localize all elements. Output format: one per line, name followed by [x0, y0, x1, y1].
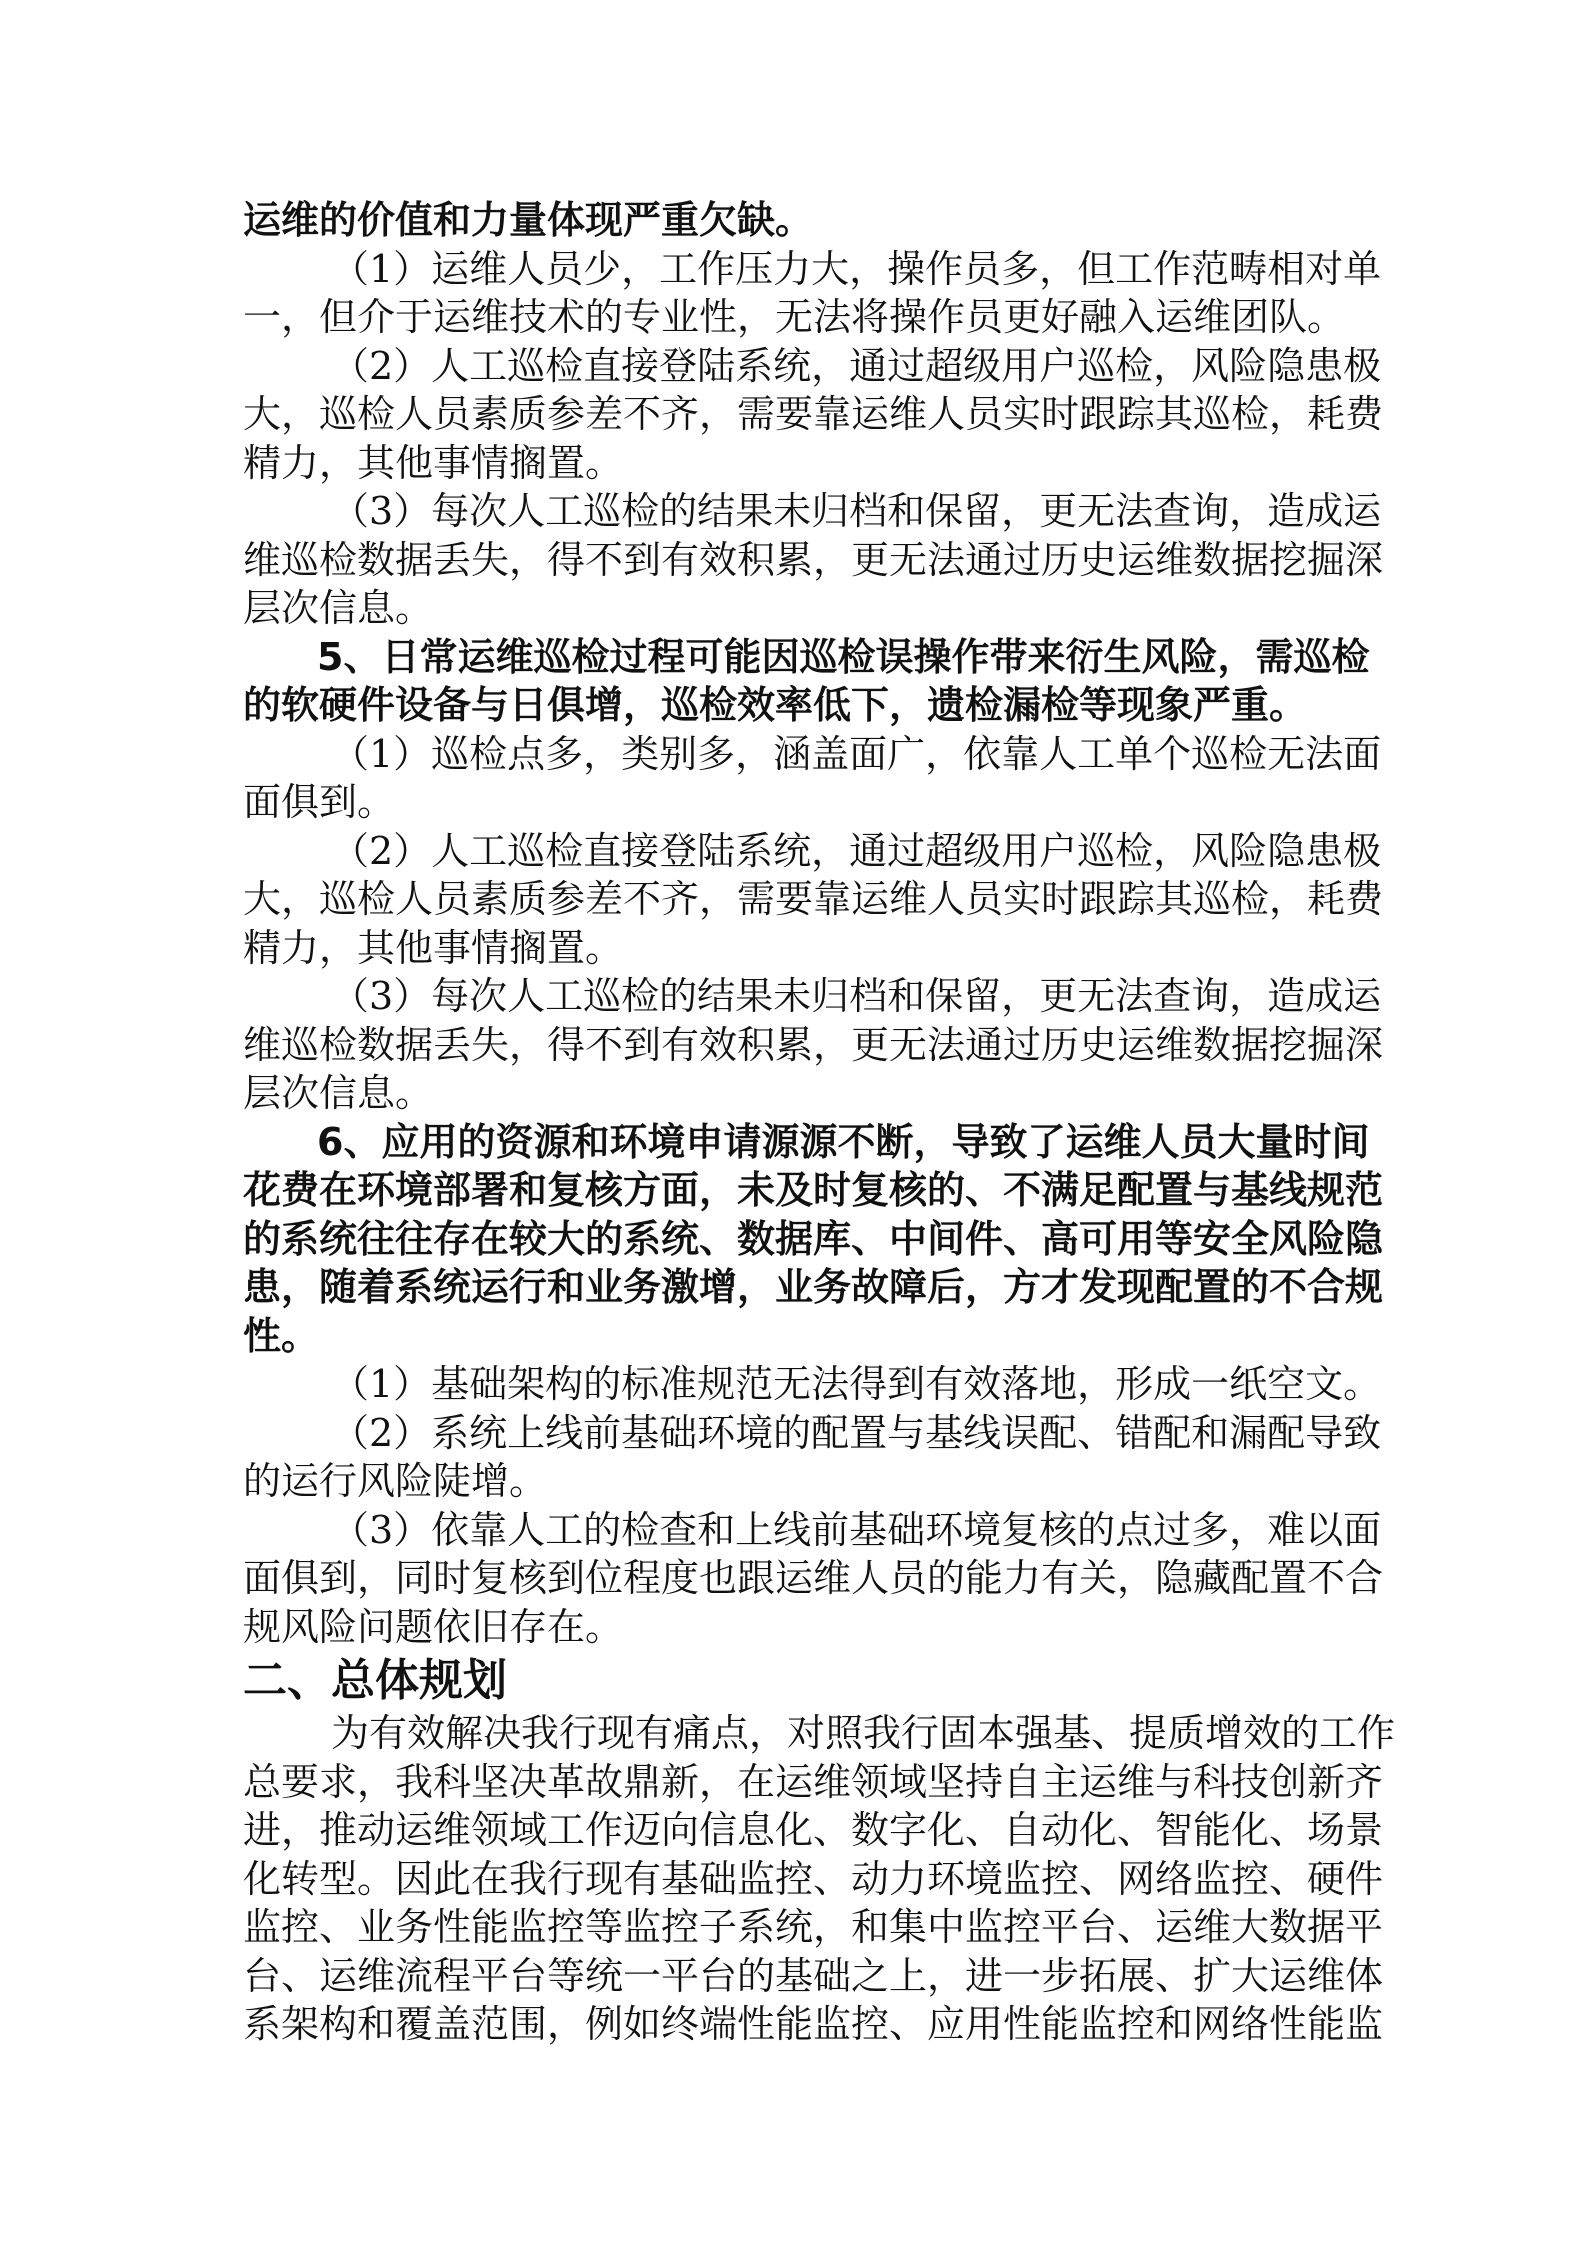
- paragraph: [243, 1709, 1396, 2049]
- paragraph: [243, 1506, 1384, 1652]
- paragraph: [243, 633, 1370, 730]
- text-line: （1）基础架构的标准规范无法得到有效落地，形成一纸空文。: [331, 1362, 1382, 1406]
- text-line: 层次信息。: [243, 1071, 434, 1115]
- text-line: 性。: [243, 1313, 320, 1358]
- paragraph: [243, 827, 1384, 973]
- document-body: [243, 196, 1396, 2049]
- text-line: 进，推动运维领域工作迈向信息化、数字化、自动化、智能化、场景: [243, 1808, 1384, 1852]
- text-line: 系架构和覆盖范围，例如终端性能监控、应用性能监控和网络性能监: [243, 2002, 1384, 2046]
- text-line: 化转型。因此在我行现有基础监控、动力环境监控、网络监控、硬件: [243, 1856, 1384, 1901]
- text-line: （2）人工巡检直接登陆系统，通过超级用户巡检，风险隐患极: [331, 828, 1382, 873]
- paragraph: [243, 342, 1384, 488]
- paragraph: [243, 1360, 1382, 1409]
- paragraph: [243, 1118, 1384, 1361]
- text-line: 维巡检数据丢失，得不到有效积累，更无法通过历史运维数据挖掘深: [243, 537, 1384, 582]
- text-line: 患，随着系统运行和业务激增，业务故障后，方才发现配置的不合规: [243, 1265, 1384, 1309]
- text-line: （2）人工巡检直接登陆系统，通过超级用户巡检，风险隐患极: [331, 343, 1382, 388]
- paragraph: [243, 245, 1382, 342]
- paragraph: [243, 196, 1355, 245]
- paragraph: [243, 730, 1382, 827]
- text-line: 层次信息。: [243, 586, 434, 630]
- paragraph: [243, 972, 1384, 1118]
- text-line: （2）系统上线前基础环境的配置与基线误配、错配和漏配导致: [331, 1410, 1382, 1455]
- heading-text: 二、总体规划: [243, 1655, 507, 1706]
- text-line: （1）运维人员少，工作压力大，操作员多，但工作范畴相对单: [331, 246, 1382, 291]
- text-line: 的软硬件设备与日俱增，巡检效率低下，遗检漏检等现象严重。: [243, 683, 1308, 727]
- text-line: 总要求，我科坚决革故鼎新，在运维领域坚持自主运维与科技创新齐: [243, 1759, 1384, 1804]
- text-line: 为有效解决我行现有痛点，对照我行固本强基、提质增效的工作: [331, 1711, 1396, 1755]
- text-line: 维巡检数据丢失，得不到有效积累，更无法通过历史运维数据挖掘深: [243, 1022, 1384, 1067]
- text-line: 大，巡检人员素质参差不齐，需要靠运维人员实时跟踪其巡检，耗费: [243, 392, 1384, 436]
- text-line: 花费在环境部署和复核方面，未及时复核的、不满足配置与基线规范: [243, 1168, 1384, 1212]
- text-line: 的系统往往存在较大的系统、数据库、中间件、高可用等安全风险隐: [243, 1216, 1384, 1261]
- text-line: 大，巡检人员素质参差不齐，需要靠运维人员实时跟踪其巡检，耗费: [243, 877, 1384, 921]
- text-line: 精力，其他事情搁置。: [243, 925, 624, 970]
- text-line: （3）每次人工巡检的结果未归档和保留，更无法查询，造成运: [331, 974, 1382, 1018]
- text-line: 5、日常运维巡检过程可能因巡检误操作带来衍生风险，需巡检: [317, 634, 1370, 679]
- text-line: 面俱到，同时复核到位程度也跟运维人员的能力有关，隐藏配置不合: [243, 1556, 1384, 1600]
- text-line: 规风险问题依旧存在。: [243, 1604, 624, 1649]
- paragraph: [243, 1409, 1382, 1506]
- section-heading: [243, 1653, 1355, 1709]
- text-line: （3）每次人工巡检的结果未归档和保留，更无法查询，造成运: [331, 489, 1382, 533]
- text-line: 的运行风险陡增。: [243, 1459, 548, 1503]
- text-line: （1）巡检点多，类别多，涵盖面广，依靠人工单个巡检无法面: [331, 731, 1382, 776]
- text-line: 运维的价值和力量体现严重欠缺。: [243, 198, 814, 242]
- text-line: 监控、业务性能监控等监控子系统，和集中监控平台、运维大数据平: [243, 1905, 1384, 1949]
- paragraph: [243, 487, 1384, 633]
- text-line: 面俱到。: [243, 780, 396, 824]
- text-line: 精力，其他事情搁置。: [243, 440, 624, 485]
- text-line: （3）依靠人工的检查和上线前基础环境复核的点过多，难以面: [331, 1507, 1382, 1552]
- text-line: 6、应用的资源和环境申请源源不断，导致了运维人员大量时间: [317, 1119, 1370, 1164]
- text-line: 一，但介于运维技术的专业性，无法将操作员更好融入运维团队。: [243, 295, 1346, 339]
- text-line: 台、运维流程平台等统一平台的基础之上，进一步拓展、扩大运维体: [243, 1953, 1384, 1998]
